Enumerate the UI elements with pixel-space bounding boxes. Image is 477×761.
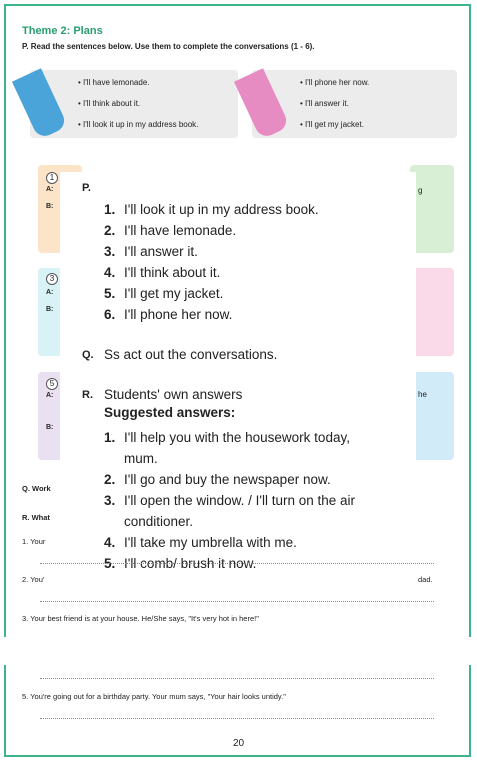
section-p-header: P. xyxy=(82,182,91,194)
answer-line xyxy=(40,718,434,719)
exercise-r-label: R. What xyxy=(22,513,50,522)
answer-line xyxy=(40,563,434,564)
exercise-item-5: 5. You're going out for a birthday party. Your mum says, "Your hair looks untidy." xyxy=(22,692,286,701)
scroll-right-item: • I'll answer it. xyxy=(300,99,369,108)
answer-item: 3. I'll open the window. / I'll turn on the air xyxy=(104,493,356,508)
page-number: 20 xyxy=(232,738,245,749)
speaker-a-label: A: xyxy=(46,392,54,399)
section-r-list xyxy=(104,427,355,574)
section-p-list xyxy=(104,199,319,325)
answer-item: 6. I'll phone her now. xyxy=(104,307,233,322)
speaker-b-label: B: xyxy=(46,203,54,210)
section-q-header: Q. xyxy=(82,349,94,361)
section-q-text: Ss act out the conversations. xyxy=(104,347,278,362)
exercise-item-1: 1. Your xyxy=(22,537,46,546)
conversation-box-4 xyxy=(410,268,454,356)
scroll-right xyxy=(252,70,457,138)
scroll-right-item: • I'll get my jacket. xyxy=(300,120,369,129)
suggested-answers-heading: Suggested answers: xyxy=(104,405,236,420)
answer-item: 1. I'll look it up in my address book. xyxy=(104,202,319,217)
answer-item: 3. I'll answer it. xyxy=(104,244,198,259)
box-edge-text: he xyxy=(418,390,427,399)
scroll-left-item: • I'll have lemonade. xyxy=(78,78,198,87)
box-number: 5 xyxy=(46,378,58,390)
answer-item: 2. I'll have lemonade. xyxy=(104,223,237,238)
answer-item: conditioner. xyxy=(124,514,194,529)
theme-title: Theme 2: Plans xyxy=(22,25,103,37)
section-r-text: Students' own answers xyxy=(104,387,243,402)
answer-key-overlay xyxy=(60,172,416,593)
answer-item: 5. I'll get my jacket. xyxy=(104,286,224,301)
speaker-b-label: B: xyxy=(46,424,54,431)
instruction-text: P. Read the sentences below. Use them to complete the conversations (1 - 6). xyxy=(22,42,315,51)
answer-item: 4. I'll take my umbrella with me. xyxy=(104,535,297,550)
exercise-q-label: Q. Work xyxy=(22,484,51,493)
speaker-a-label: A: xyxy=(46,186,54,193)
speaker-b-label: B: xyxy=(46,306,54,313)
conversation-box-6 xyxy=(410,372,454,460)
answer-item: mum. xyxy=(124,451,158,466)
box-edge-text: g xyxy=(418,186,423,195)
box-number: 3 xyxy=(46,273,58,285)
answer-line xyxy=(40,601,434,602)
conversation-box-2 xyxy=(410,165,454,253)
speaker-a-label: A: xyxy=(46,289,54,296)
exercise-item-3: 3. Your best friend is at your house. He/She says, "It's very hot in here!" xyxy=(22,614,259,623)
scroll-left-item: • I'll look it up in my address book. xyxy=(78,120,198,129)
answer-item: 5. I'll comb/ brush it now. xyxy=(104,556,257,571)
exercise-item-2-end: dad. xyxy=(418,575,433,584)
answer-item: 4. I'll think about it. xyxy=(104,265,221,280)
section-r-header: R. xyxy=(82,389,93,401)
answer-item: 1. I'll help you with the housework today, xyxy=(104,430,350,445)
exercise-item-2: 2. You' xyxy=(22,575,45,584)
page-gap xyxy=(0,637,477,665)
answer-line xyxy=(40,678,434,679)
scroll-right-item: • I'll phone her now. xyxy=(300,78,369,87)
scroll-left-item: • I'll think about it. xyxy=(78,99,198,108)
answer-item: 2. I'll go and buy the newspaper now. xyxy=(104,472,331,487)
box-number: 1 xyxy=(46,172,58,184)
scroll-left xyxy=(30,70,238,138)
